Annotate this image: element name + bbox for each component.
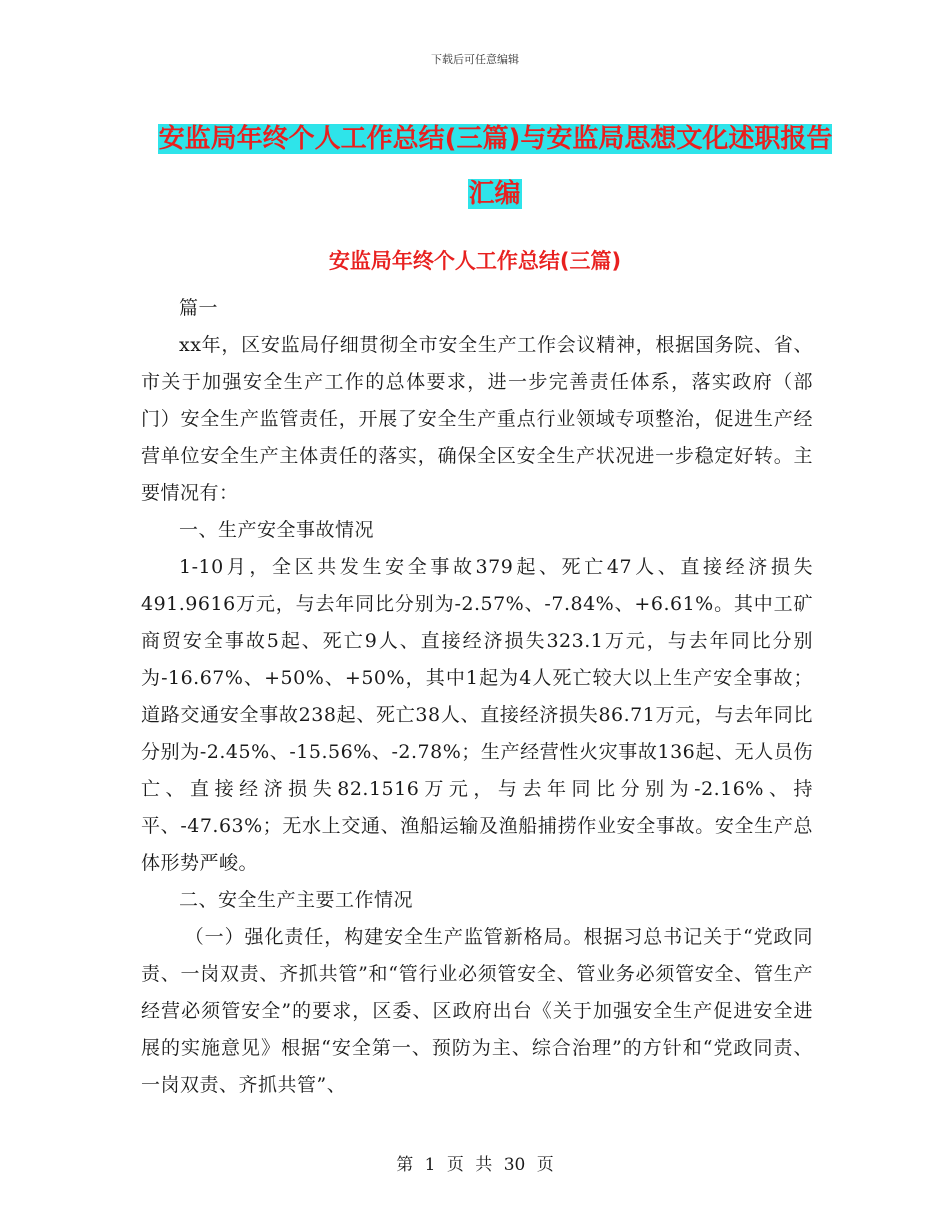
paragraph-heading-work: 二、安全生产主要工作情况 — [179, 889, 414, 911]
paragraph-accident-stats: 1-10月，全区共发生安全事故379起、死亡47人、直接经济损失491.9616万元，与去年同比分别为-2.57%、-7.84%、+6.61%。其中工矿商贸安全事故5起、死亡9人、直接经济损失323.1万元，与去年同比分别为-16.67%、+50%、+50%，其中1起为4人死亡较大以上生产安全事故；道路交通安全事故238起、死亡38人、直接经济损失86.71万元，与去年同比分别为-2.45%、-15.56%、-2.78%；生产经营性火灾事故136起、无人员伤亡、直接经济损失82.1516万元，与去年同比分别为-2.16%、持平、-47.63%；无水上交通、渔船运输及渔船捕捞作业安全事故。安全生产总体形势严峻。 — [141, 556, 813, 874]
paragraph-heading-accidents: 一、生产安全事故情况 — [179, 519, 375, 541]
page-number: 第 1 页 共 30 页 — [396, 1155, 554, 1175]
paragraph-intro: xx年，区安监局仔细贯彻全市安全生产工作会议精神，根据国务院、省、市关于加强安全生产工作的总体要求，进一步完善责任体系，落实政府（部门）安全生产监管责任，开展了安全生产重点行业领域专项整治，促进生产经营单位安全生产主体责任的落实，确保全区安全生产状况进一步稳定好转。主要情况有： — [141, 334, 813, 504]
document-title-text: 安监局年终个人工作总结(三篇)与安监局思想文化述职报告汇编 — [158, 124, 833, 209]
section-title: 安监局年终个人工作总结(三篇) — [328, 249, 622, 273]
document-title — [150, 112, 840, 222]
document-body — [141, 290, 813, 1104]
paragraph-responsibility: （一）强化责任，构建安全生产监管新格局。根据习总书记关于“党政同责、一岗双责、齐抓共管”和“管行业必须管安全、管业务必须管安全、管生产经营必须管安全”的要求，区委、区政府出台《关于加强安全生产促进安全进展的实施意见》根据“安全第一、预防为主、综合治理”的方针和“党政同责、一岗双责、齐抓共管”、 — [141, 926, 813, 1096]
paragraph-chapter-label: 篇一 — [179, 297, 219, 319]
page-header-note: 下载后可任意编辑 — [431, 53, 519, 66]
